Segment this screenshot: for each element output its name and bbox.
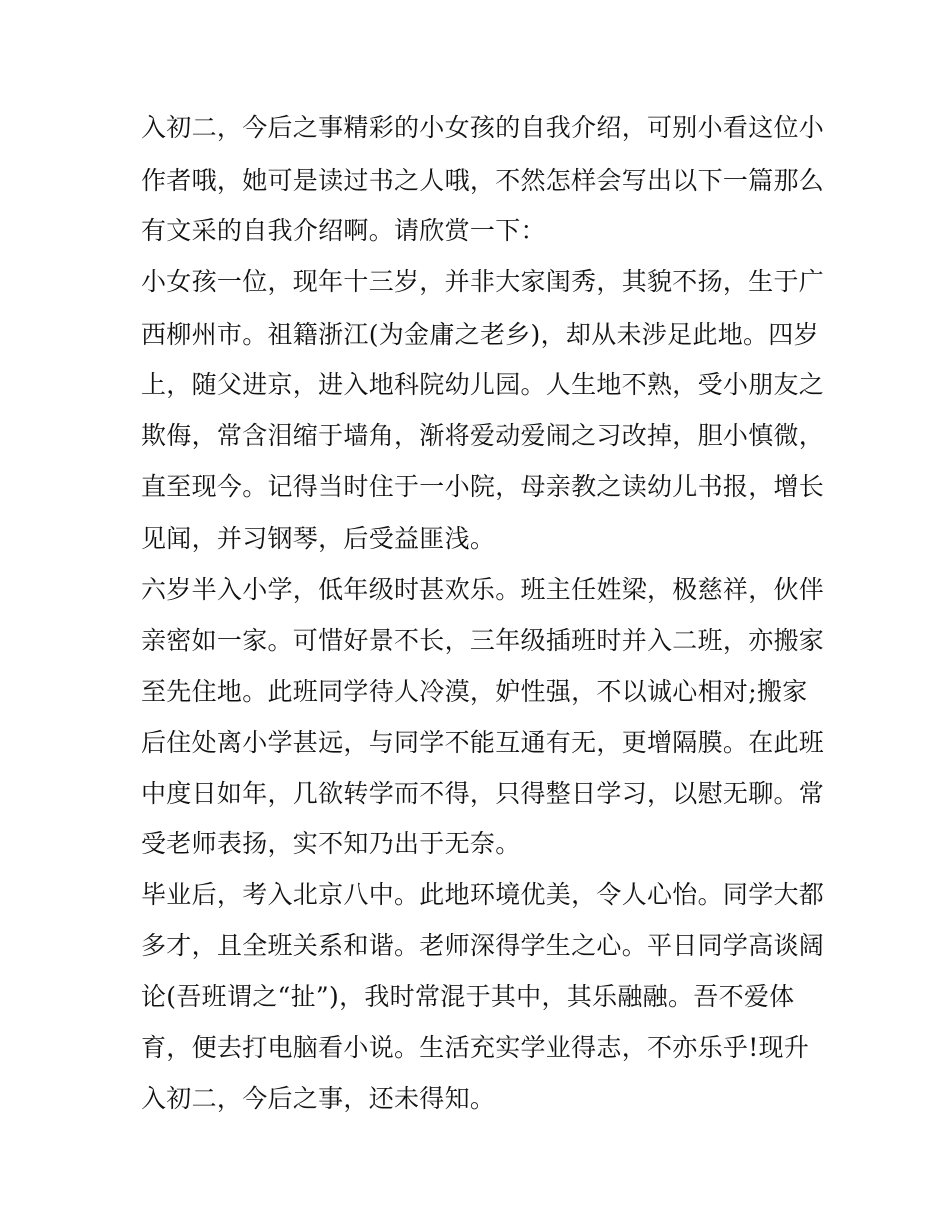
text-line-7: 欺侮，常含泪缩于墙角，渐将爱动爱闹之习改掉，胆小慎微， <box>141 421 825 450</box>
text-line-17: 多才，且全班关系和谐。老师深得学生之心。平日同学高谈阔 <box>141 931 825 960</box>
text-line-19: 育，便去打电脑看小说。生活充实学业得志，不亦乐乎!现升 <box>141 1033 810 1062</box>
text-line-16: 毕业后，考入北京八中。此地环境优美，令人心怡。同学大都 <box>141 880 825 909</box>
text-line-12: 至先住地。此班同学待人冷漠，妒性强，不以诚心相对;搬家 <box>141 677 808 706</box>
text-line-3: 有文采的自我介绍啊。请欣赏一下： <box>141 216 546 245</box>
text-line-8: 直至现今。记得当时住于一小院，母亲教之读幼儿书报，增长 <box>141 472 825 501</box>
text-line-14: 中度日如年，几欲转学而不得，只得整日学习，以慰无聊。常 <box>141 779 825 808</box>
text-line-4: 小女孩一位，现年十三岁，并非大家闺秀，其貌不扬，生于广 <box>141 267 825 296</box>
text-line-6: 上，随父进京，进入地科院幼儿园。人生地不熟，受小朋友之 <box>141 370 825 399</box>
text-line-10: 六岁半入小学，低年级时甚欢乐。班主任姓梁，极慈祥，伙伴 <box>141 575 825 604</box>
text-line-13: 后住处离小学甚远，与同学不能互通有无，更增隔膜。在此班 <box>141 728 825 757</box>
text-line-18: 论(吾班谓之“扯”)，我时常混于其中，其乐融融。吾不爱体 <box>141 982 795 1011</box>
text-line-1: 入初二，今后之事精彩的小女孩的自我介绍，可别小看这位小 <box>141 113 825 142</box>
text-line-15: 受老师表扬，实不知乃出于无奈。 <box>141 829 521 858</box>
text-line-5: 西柳州市。祖籍浙江(为金庸之老乡)，却从未涉足此地。四岁 <box>141 320 819 349</box>
text-line-11: 亲密如一家。可惜好景不长，三年级插班时并入二班，亦搬家 <box>141 626 825 655</box>
text-line-9: 见闻，并习钢琴，后受益匪浅。 <box>141 524 496 553</box>
text-line-2: 作者哦，她可是读过书之人哦，不然怎样会写出以下一篇那么 <box>141 166 825 195</box>
text-line-20: 入初二，今后之事，还未得知。 <box>141 1084 496 1113</box>
